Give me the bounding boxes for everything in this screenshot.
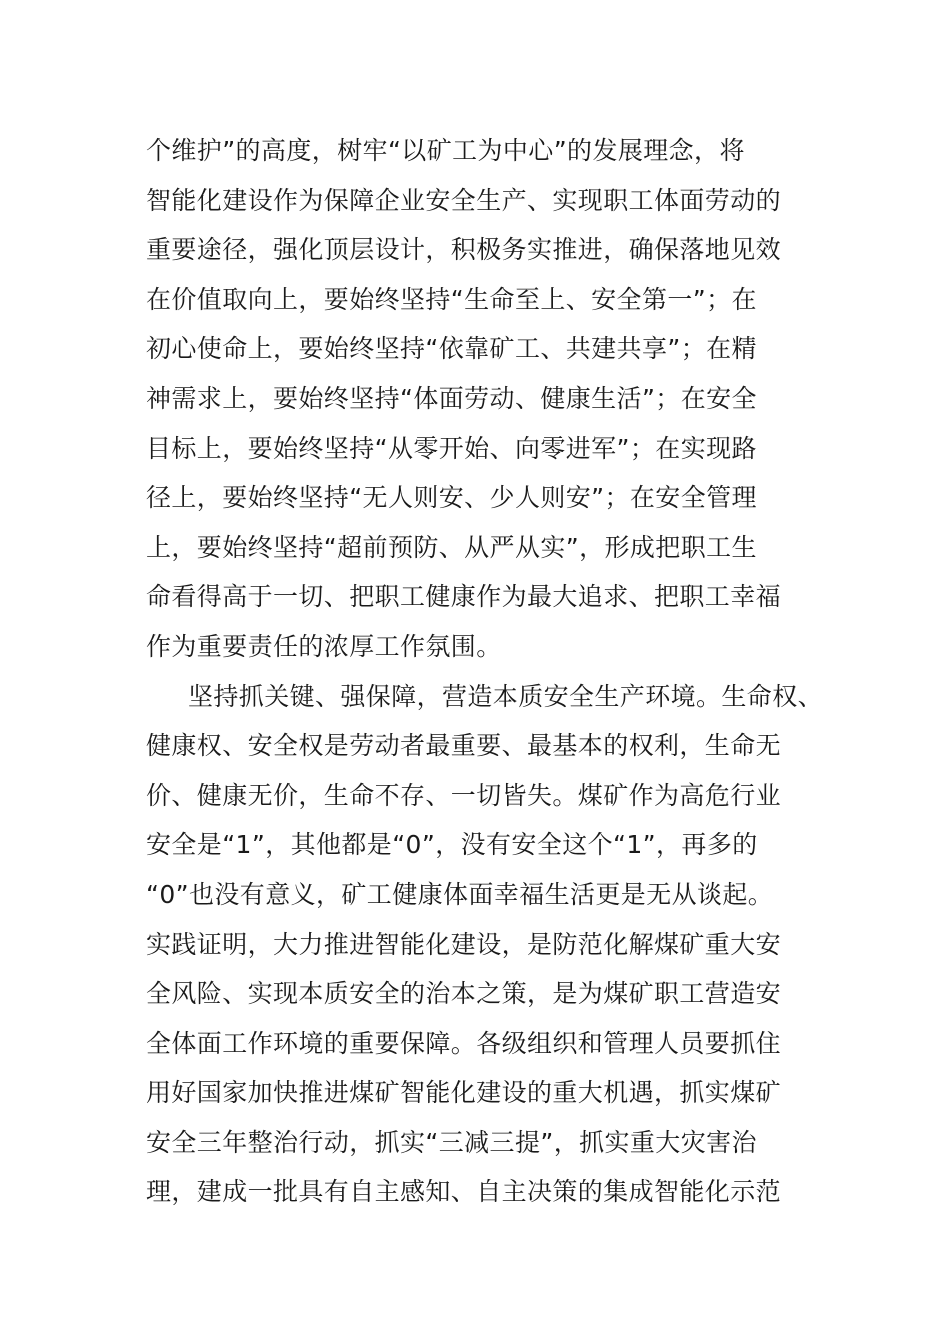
text-line-8: 径上，要始终坚持“无人则安、少人则安”；在安全管理: [146, 483, 757, 513]
paragraph-start-line: 坚持抓关键、强保障，营造本质安全生产环境。生命权、: [188, 681, 824, 711]
text-line-19: 全体面工作环境的重要保障。各级组织和管理人员要抓住: [146, 1028, 782, 1058]
text-line-13: 健康权、安全权是劳动者最重要、最基本的权利，生命无: [146, 731, 782, 761]
text-line-21: 安全三年整治行动，抓实“三减三提”，抓实重大灾害治: [146, 1127, 757, 1157]
text-line-17: 实践证明，大力推进智能化建设，是防范化解煤矿重大安: [146, 929, 782, 959]
text-line-14: 价、健康无价，生命不存、一切皆失。煤矿作为高危行业: [146, 780, 782, 810]
text-line-15: 安全是“1”，其他都是“0”，没有安全这个“1”，再多的: [146, 830, 758, 860]
text-line-18: 全风险、实现本质安全的治本之策，是为煤矿职工营造安: [146, 979, 782, 1009]
text-line-7: 目标上，要始终坚持“从零开始、向零进军”；在实现路: [146, 433, 757, 463]
text-line-1: 个维护”的高度，树牢“以矿工为中心”的发展理念，将: [146, 136, 745, 165]
text-line-20: 用好国家加快推进煤矿智能化建设的重大机遇，抓实煤矿: [146, 1078, 782, 1108]
text-line-10: 命看得高于一切、把职工健康作为最大追求、把职工幸福: [146, 582, 782, 612]
text-line-6: 神需求上，要始终坚持“体面劳动、健康生活”；在安全: [146, 383, 757, 413]
text-line-22: 理，建成一批具有自主感知、自主决策的集成智能化示范: [146, 1177, 782, 1207]
text-line-11: 作为重要责任的浓厚工作氛围。: [146, 631, 502, 661]
text-line-4: 在价值取向上，要始终坚持“生命至上、安全第一”；在: [146, 284, 757, 314]
body-text: [146, 126, 836, 1217]
text-line-9: 上，要始终坚持“超前预防、从严从实”，形成把职工生: [146, 532, 757, 562]
text-line-5: 初心使命上，要始终坚持“依靠矿工、共建共享”；在精: [146, 334, 757, 364]
text-line-3: 重要途径，强化顶层设计，积极务实推进，确保落地见效: [146, 235, 782, 265]
text-line-16: “0”也没有意义，矿工健康体面幸福生活更是无从谈起。: [146, 879, 774, 909]
text-line-2: 智能化建设作为保障企业安全生产、实现职工体面劳动的: [146, 185, 782, 215]
